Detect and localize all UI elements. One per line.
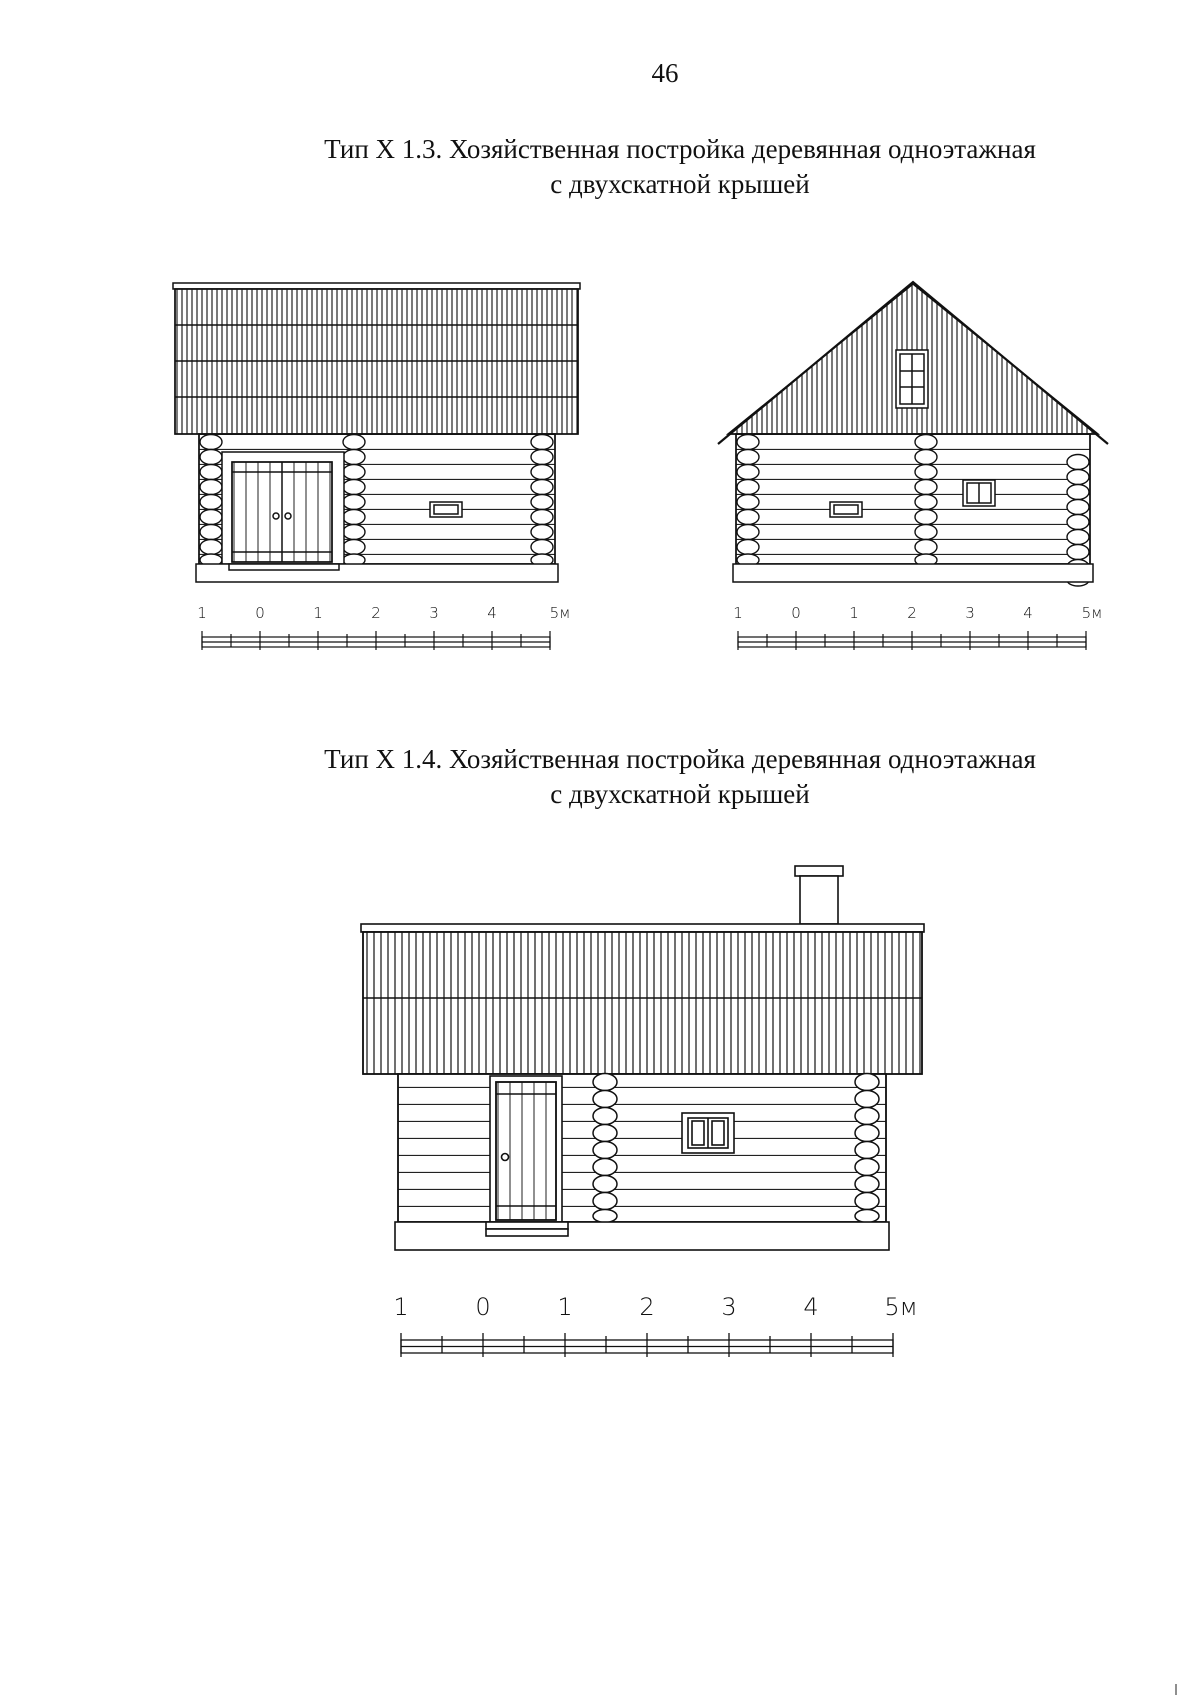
scale-label: 2 [907, 604, 917, 622]
page-number: 46 [651, 58, 679, 88]
elevation-1-3-front [173, 283, 580, 582]
scale-label: 1 [849, 604, 859, 622]
scale-label: 0 [475, 1293, 491, 1321]
scale-label: 3 [721, 1293, 737, 1321]
scale-label: 5м [884, 1293, 918, 1321]
elevation-1-4-front [361, 866, 924, 1250]
scale-label: 0 [255, 604, 265, 622]
scale-label: 4 [803, 1293, 819, 1321]
scale-bar-left [197, 604, 570, 650]
scale-label: 2 [639, 1293, 655, 1321]
caption-line-2: с двухскатной крышей [550, 779, 810, 809]
scale-label: 1 [393, 1293, 409, 1321]
scale-label: 0 [791, 604, 801, 622]
scale-bar-right [733, 604, 1102, 650]
scale-label: 3 [429, 604, 439, 622]
scale-label: 4 [1023, 604, 1033, 622]
scale-label: 1 [313, 604, 323, 622]
scale-label: 1 [733, 604, 743, 622]
scale-label: 4 [487, 604, 497, 622]
scale-label: 1 [557, 1293, 573, 1321]
scale-label: 2 [371, 604, 381, 622]
caption-line-1: Тип Х 1.3. Хозяйственная постройка деревянная одноэтажная [324, 134, 1036, 164]
caption-line-1: Тип Х 1.4. Хозяйственная постройка деревянная одноэтажная [324, 744, 1036, 774]
scale-label: 5м [549, 604, 571, 622]
scale-label: 3 [965, 604, 975, 622]
scale-bar-bottom [393, 1293, 917, 1357]
caption-line-2: с двухскатной крышей [550, 169, 810, 199]
scale-label: 5м [1081, 604, 1103, 622]
elevation-1-3-side [718, 282, 1108, 586]
scale-label: 1 [197, 604, 207, 622]
